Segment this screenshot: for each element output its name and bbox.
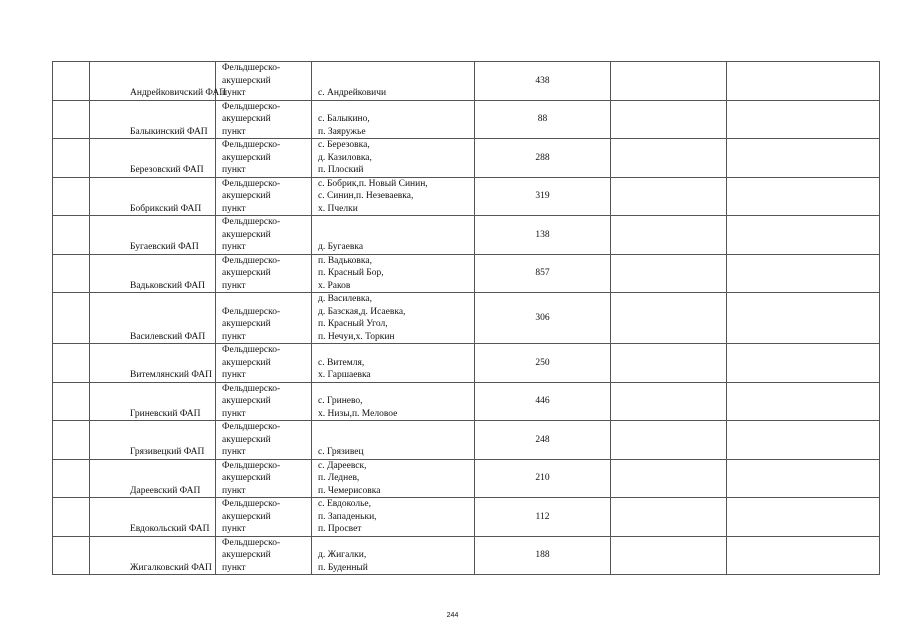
location-line: с. Балыкино, xyxy=(318,114,370,124)
facility-type-line: акушерский xyxy=(222,550,271,560)
facility-name: Гриневский ФАП xyxy=(130,408,201,419)
blank-cell xyxy=(53,293,90,344)
facility-type-line: Фельдшерско- xyxy=(222,345,281,355)
facility-type-line: пункт xyxy=(222,165,246,175)
empty-cell xyxy=(611,536,727,575)
empty-cell xyxy=(727,293,880,344)
location-line: п. Заяружье xyxy=(318,126,366,137)
table-row xyxy=(53,498,880,537)
empty-cell xyxy=(611,459,727,498)
count-cell xyxy=(475,139,611,178)
count-cell xyxy=(475,344,611,383)
location-line: п. Западеньки, xyxy=(318,511,377,522)
facility-name: Березовский ФАП xyxy=(130,165,204,175)
population-count: 88 xyxy=(537,114,548,124)
facility-type-line: акушерский xyxy=(222,75,271,86)
fap-table-body xyxy=(53,62,880,575)
facility-type-cell xyxy=(216,254,312,293)
facility-type-line: Фельдшерско- xyxy=(222,383,281,394)
blank-cell xyxy=(53,177,90,216)
locations-cell xyxy=(312,254,475,293)
empty-cell xyxy=(727,536,880,575)
population-count: 250 xyxy=(535,357,550,368)
facility-name-cell xyxy=(90,216,216,255)
table-row xyxy=(53,100,880,139)
locations-cell xyxy=(312,62,475,101)
empty-cell xyxy=(611,498,727,537)
facility-name: Балыкинский ФАП xyxy=(130,126,208,137)
location-line: п. Леднев, xyxy=(318,473,360,483)
locations-cell xyxy=(312,139,475,178)
blank-cell xyxy=(53,100,90,139)
locations-cell xyxy=(312,293,475,344)
location-line: д. Василевка, xyxy=(318,294,372,304)
empty-cell xyxy=(727,382,880,421)
count-cell xyxy=(475,421,611,460)
facility-name-cell xyxy=(90,421,216,460)
population-count: 112 xyxy=(535,511,550,522)
empty-cell xyxy=(611,100,727,139)
facility-type-line: Фельдшерско- xyxy=(222,499,281,509)
population-count: 210 xyxy=(535,473,550,483)
locations-cell xyxy=(312,421,475,460)
location-line: п. Буденный xyxy=(318,562,368,573)
facility-name: Бобрикский ФАП xyxy=(130,203,202,214)
count-cell xyxy=(475,177,611,216)
facility-name: Бугаевский ФАП xyxy=(130,242,199,252)
location-line: д. Бугаевка xyxy=(318,242,364,252)
facility-name-cell xyxy=(90,100,216,139)
empty-cell xyxy=(611,421,727,460)
empty-cell xyxy=(611,382,727,421)
facility-type-line: акушерский xyxy=(222,268,271,278)
facility-type-line: Фельдшерско- xyxy=(222,460,281,471)
facility-type-cell xyxy=(216,216,312,255)
facility-type-line: пункт xyxy=(222,88,246,98)
empty-cell xyxy=(611,139,727,178)
locations-cell xyxy=(312,216,475,255)
table-row xyxy=(53,421,880,460)
location-line: х. Низы,п. Меловое xyxy=(318,408,398,419)
facility-name-cell xyxy=(90,459,216,498)
count-cell xyxy=(475,293,611,344)
count-cell xyxy=(475,216,611,255)
facility-type-line: пункт xyxy=(222,485,246,496)
facility-type-line: пункт xyxy=(222,562,246,573)
locations-cell xyxy=(312,344,475,383)
empty-cell xyxy=(727,100,880,139)
facility-type-cell xyxy=(216,100,312,139)
facility-type-line: акушерский xyxy=(222,152,271,163)
empty-cell xyxy=(727,177,880,216)
count-cell xyxy=(475,536,611,575)
facility-type-line: акушерский xyxy=(222,319,271,329)
count-cell xyxy=(475,459,611,498)
location-line: п. Чемерисовка xyxy=(318,485,381,496)
facility-type-cell xyxy=(216,498,312,537)
facility-type-line: Фельдшерско- xyxy=(222,178,281,189)
empty-cell xyxy=(611,177,727,216)
empty-cell xyxy=(611,293,727,344)
table-row xyxy=(53,536,880,575)
empty-cell xyxy=(727,139,880,178)
facility-name-cell xyxy=(90,177,216,216)
table-row xyxy=(53,139,880,178)
facility-type-line: пункт xyxy=(222,370,246,380)
population-count: 438 xyxy=(535,75,550,86)
table-row xyxy=(53,254,880,293)
locations-cell xyxy=(312,498,475,537)
location-line: с. Андрейковичи xyxy=(318,88,387,98)
population-count: 446 xyxy=(535,396,550,406)
count-cell xyxy=(475,254,611,293)
empty-cell xyxy=(727,216,880,255)
location-line: х. Раков xyxy=(318,280,351,291)
facility-name-cell xyxy=(90,498,216,537)
location-line: п. Плоский xyxy=(318,165,364,175)
empty-cell xyxy=(611,62,727,101)
blank-cell xyxy=(53,459,90,498)
blank-cell xyxy=(53,536,90,575)
location-line: х. Гаршаевка xyxy=(318,370,371,380)
count-cell xyxy=(475,100,611,139)
facility-type-line: Фельдшерско- xyxy=(222,101,281,112)
empty-cell xyxy=(727,421,880,460)
empty-cell xyxy=(611,254,727,293)
facility-name: Жигалковский ФАП xyxy=(130,562,212,573)
location-line: с. Гринево, xyxy=(318,396,363,406)
facility-type-line: акушерский xyxy=(222,114,271,124)
facility-type-line: пункт xyxy=(222,280,246,291)
table-row xyxy=(53,382,880,421)
location-line: п. Вадьковка, xyxy=(318,255,372,266)
population-count: 138 xyxy=(535,229,550,240)
empty-cell xyxy=(611,216,727,255)
empty-cell xyxy=(727,498,880,537)
location-line: с. Синин,п. Незеваевка, xyxy=(318,191,414,201)
facility-type-line: акушерский xyxy=(222,191,271,201)
population-count: 306 xyxy=(535,312,550,323)
population-count: 857 xyxy=(535,268,550,278)
facility-type-cell xyxy=(216,382,312,421)
facility-type-line: акушерский xyxy=(222,511,271,522)
facility-name-cell xyxy=(90,62,227,101)
facility-name: Андрейковичский ФАП xyxy=(130,88,227,98)
facility-type-line: акушерский xyxy=(222,357,271,368)
fap-table xyxy=(52,61,880,575)
facility-type-line: акушерский xyxy=(222,473,271,483)
empty-cell xyxy=(727,459,880,498)
facility-type-line: акушерский xyxy=(222,229,271,240)
facility-type-cell xyxy=(216,459,312,498)
facility-type-line: пункт xyxy=(222,447,246,457)
facility-type-line: Фельдшерско- xyxy=(222,537,281,548)
location-line: с. Дареевск, xyxy=(318,460,367,471)
blank-cell xyxy=(53,498,90,537)
facility-name-cell xyxy=(90,536,216,575)
blank-cell xyxy=(53,382,90,421)
table-row xyxy=(53,293,880,344)
facility-type-line: пункт xyxy=(222,203,246,214)
facility-type-line: Фельдшерско- xyxy=(222,255,281,266)
empty-cell xyxy=(727,344,880,383)
facility-type-line: акушерский xyxy=(222,434,271,445)
population-count: 288 xyxy=(535,152,550,163)
count-cell xyxy=(475,62,611,101)
location-line: п. Нечуи,х. Торкин xyxy=(318,331,395,342)
facility-type-line: пункт xyxy=(222,242,246,252)
facility-type-line: пункт xyxy=(222,408,246,419)
table-row xyxy=(53,459,880,498)
facility-type-cell xyxy=(216,139,312,178)
facility-name: Дареевский ФАП xyxy=(130,485,201,496)
facility-type-line: Фельдшерско- xyxy=(222,63,281,73)
facility-type-line: пункт xyxy=(222,524,246,534)
locations-cell xyxy=(312,177,475,216)
facility-type-line: Фельдшерско- xyxy=(222,306,281,317)
location-line: д. Жигалки, xyxy=(318,550,367,560)
table-row xyxy=(53,62,880,101)
location-line: с. Березовка, xyxy=(318,140,370,150)
location-line: с. Бобрик,п. Новый Синин, xyxy=(318,178,428,189)
location-line: с. Евдоколье, xyxy=(318,499,372,509)
location-line: д. Базская,д. Исаевка, xyxy=(318,306,406,317)
facility-type-cell xyxy=(216,62,312,101)
locations-cell xyxy=(312,382,475,421)
location-line: п. Красный Угол, xyxy=(318,319,388,329)
facility-name: Евдокольский ФАП xyxy=(130,524,210,534)
location-line: п. Просвет xyxy=(318,524,362,534)
facility-name-cell xyxy=(90,254,216,293)
location-line: д. Казиловка, xyxy=(318,152,372,163)
empty-cell xyxy=(727,62,880,101)
facility-type-line: Фельдшерско- xyxy=(222,140,281,150)
page-number: 244 xyxy=(446,612,459,619)
facility-name: Вадьковский ФАП xyxy=(130,280,206,291)
facility-type-cell xyxy=(216,293,312,344)
facility-name-cell xyxy=(90,344,216,383)
facility-type-cell xyxy=(216,536,312,575)
location-line: п. Красный Бор, xyxy=(318,268,384,278)
facility-type-line: пункт xyxy=(222,126,246,137)
blank-cell xyxy=(53,216,90,255)
facility-name: Грязивецкий ФАП xyxy=(130,447,205,457)
facility-name-cell xyxy=(90,382,216,421)
facility-name: Василевский ФАП xyxy=(130,331,206,342)
facility-type-line: Фельдшерско- xyxy=(222,422,281,432)
locations-cell xyxy=(312,459,475,498)
table-row xyxy=(53,177,880,216)
facility-type-line: Фельдшерско- xyxy=(222,217,281,227)
population-count: 188 xyxy=(535,550,550,560)
location-line: с. Грязивец xyxy=(318,447,364,457)
count-cell xyxy=(475,382,611,421)
count-cell xyxy=(475,498,611,537)
facility-name-cell xyxy=(90,293,216,344)
empty-cell xyxy=(727,254,880,293)
location-line: х. Пчелки xyxy=(318,203,358,214)
blank-cell xyxy=(53,421,90,460)
population-count: 319 xyxy=(535,191,550,201)
table-row xyxy=(53,344,880,383)
facility-type-line: акушерский xyxy=(222,396,271,406)
location-line: с. Витемля, xyxy=(318,357,365,368)
blank-cell xyxy=(53,254,90,293)
blank-cell xyxy=(53,344,90,383)
facility-type-cell xyxy=(216,177,312,216)
table-row xyxy=(53,216,880,255)
facility-type-cell xyxy=(216,421,312,460)
facility-type-cell xyxy=(216,344,312,383)
blank-cell xyxy=(53,62,90,101)
population-count: 248 xyxy=(535,434,550,445)
locations-cell xyxy=(312,100,475,139)
empty-cell xyxy=(611,344,727,383)
locations-cell xyxy=(312,536,475,575)
facility-name: Витемлянский ФАП xyxy=(130,370,212,380)
blank-cell xyxy=(53,139,90,178)
facility-type-line: пункт xyxy=(222,331,246,342)
facility-name-cell xyxy=(90,139,216,178)
